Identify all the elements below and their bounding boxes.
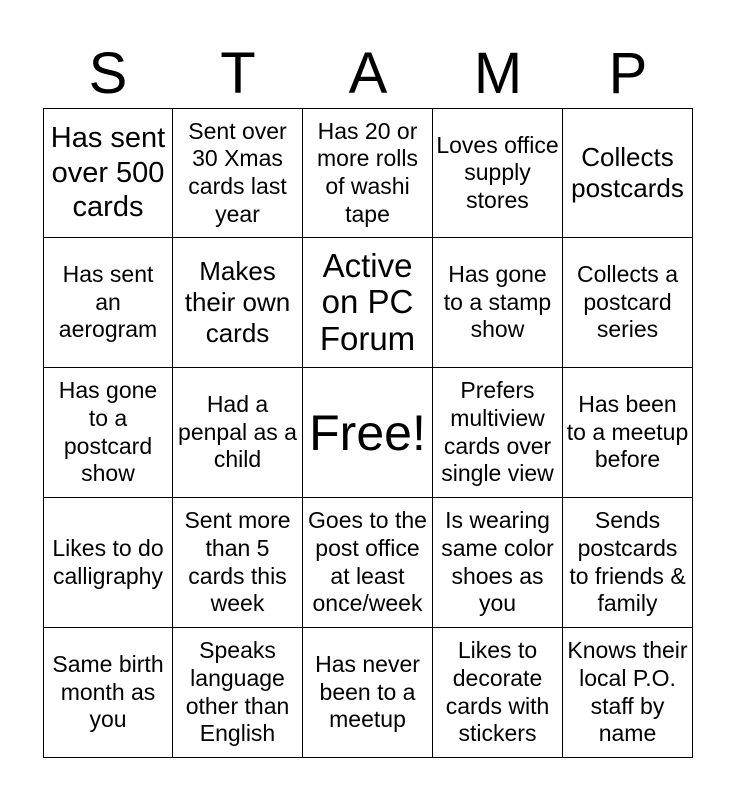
bingo-board <box>43 108 693 758</box>
cell-text: Same birth month as you <box>52 651 164 733</box>
bingo-cell-r1c4[interactable] <box>433 108 563 238</box>
bingo-cell-r3c1[interactable] <box>43 368 173 498</box>
bingo-header <box>43 40 693 108</box>
cell-text: Is wearing same color shoes as you <box>441 507 554 617</box>
cell-text: Collects postcards <box>571 141 684 203</box>
header-letter-s: S <box>88 41 128 106</box>
cell-text: Has sent over 500 cards <box>50 121 166 224</box>
bingo-cell-free[interactable] <box>303 368 433 498</box>
cell-text: Knows their local P.O. staff by name <box>567 637 688 747</box>
cell-text: Has been to a meetup before <box>566 391 689 473</box>
header-letter-t: T <box>220 41 256 106</box>
bingo-cell-r2c4[interactable] <box>433 238 563 368</box>
cell-text: Loves office supply stores <box>436 131 559 213</box>
bingo-cell-r2c3[interactable] <box>303 238 433 368</box>
cell-text: Makes their own cards <box>184 255 291 349</box>
header-letter-m: M <box>473 41 523 106</box>
bingo-cell-r1c1[interactable] <box>43 108 173 238</box>
bingo-cell-r5c3[interactable] <box>303 628 433 758</box>
cell-text: Likes to do calligraphy <box>52 534 164 589</box>
cell-text: Likes to decorate cards with stickers <box>445 637 550 747</box>
free-space-text: Free! <box>309 404 426 461</box>
bingo-cell-r5c5[interactable] <box>563 628 693 758</box>
bingo-cell-r4c5[interactable] <box>563 498 693 628</box>
cell-text: Sent over 30 Xmas cards last year <box>188 117 287 227</box>
bingo-cell-r5c2[interactable] <box>173 628 303 758</box>
cell-text: Collects a postcard series <box>577 261 678 343</box>
bingo-cell-r4c1[interactable] <box>43 498 173 628</box>
header-letter-a: A <box>348 41 388 106</box>
bingo-cell-r4c2[interactable] <box>173 498 303 628</box>
cell-text: Has gone to a stamp show <box>443 261 552 343</box>
cell-text: Sends postcards to friends & family <box>569 507 686 617</box>
bingo-cell-r1c2[interactable] <box>173 108 303 238</box>
cell-text: Active on PC Forum <box>319 247 416 357</box>
cell-text: Has never been to a meetup <box>315 651 420 733</box>
bingo-cell-r3c2[interactable] <box>173 368 303 498</box>
header-letter-p: P <box>608 41 648 106</box>
cell-text: Had a penpal as a child <box>178 391 297 473</box>
bingo-cell-r2c1[interactable] <box>43 238 173 368</box>
cell-text: Has 20 or more rolls of washi tape <box>317 117 418 227</box>
bingo-cell-r4c3[interactable] <box>303 498 433 628</box>
cell-text: Speaks language other than English <box>185 637 290 747</box>
bingo-cell-r2c5[interactable] <box>563 238 693 368</box>
bingo-cell-r5c4[interactable] <box>433 628 563 758</box>
cell-text: Has sent an aerogram <box>58 261 158 343</box>
bingo-cell-r1c5[interactable] <box>563 108 693 238</box>
bingo-cell-r2c2[interactable] <box>173 238 303 368</box>
bingo-cell-r3c5[interactable] <box>563 368 693 498</box>
bingo-cell-r3c4[interactable] <box>433 368 563 498</box>
bingo-cell-r5c1[interactable] <box>43 628 173 758</box>
bingo-cell-r1c3[interactable] <box>303 108 433 238</box>
cell-text: Sent more than 5 cards this week <box>184 507 291 617</box>
cell-text: Goes to the post office at least once/week <box>308 507 427 617</box>
cell-text: Has gone to a postcard show <box>58 377 158 487</box>
bingo-cell-r4c4[interactable] <box>433 498 563 628</box>
cell-text: Prefers multiview cards over single view <box>441 377 554 487</box>
